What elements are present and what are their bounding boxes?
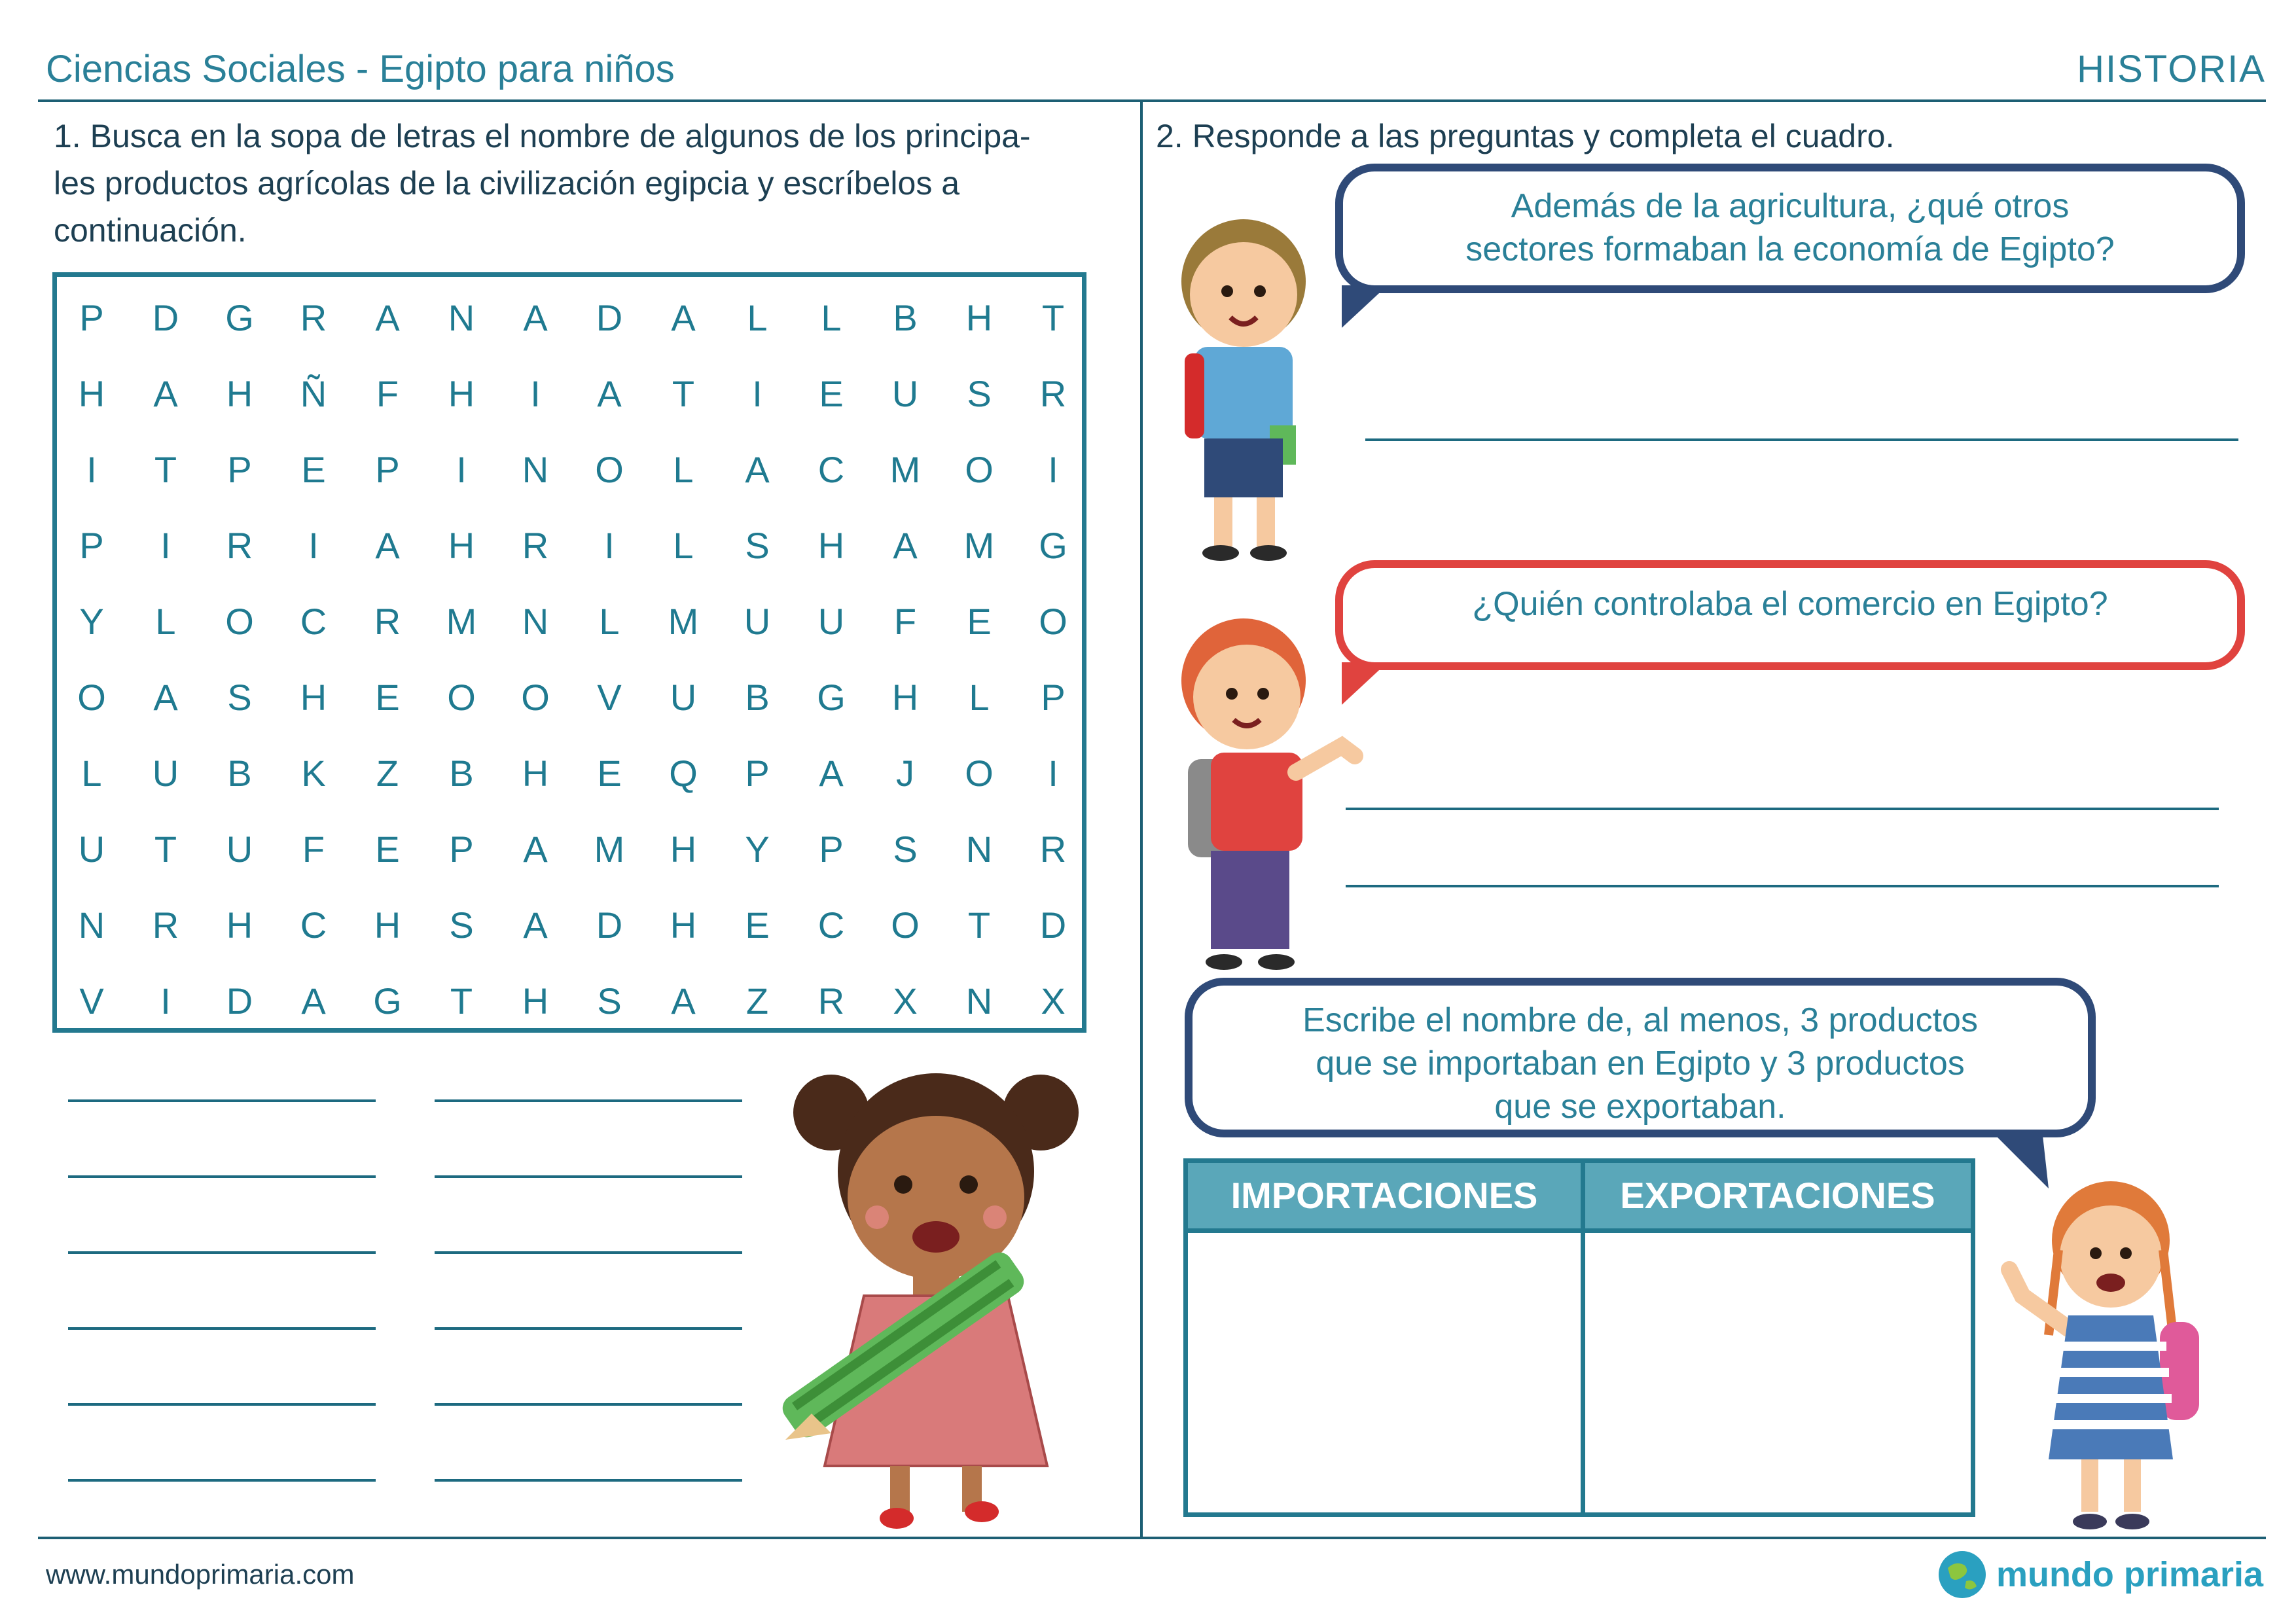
grid-letter[interactable]: H (522, 980, 549, 1022)
grid-row (57, 524, 1082, 600)
grid-letter[interactable]: A (375, 525, 400, 566)
answer-line[interactable] (68, 1479, 376, 1482)
grid-letter[interactable]: M (594, 829, 625, 870)
answer-line[interactable] (68, 1403, 376, 1406)
grid-letter[interactable]: O (891, 904, 920, 946)
grid-letter[interactable]: Q (669, 753, 698, 794)
grid-letter[interactable]: U (152, 753, 179, 794)
grid-letter[interactable]: F (893, 601, 917, 642)
grid-letter[interactable]: S (449, 904, 474, 946)
grid-letter[interactable]: I (1048, 753, 1058, 794)
grid-letter[interactable]: S (597, 980, 622, 1022)
grid-letter[interactable]: D (226, 980, 253, 1022)
grid-letter[interactable]: E (597, 753, 622, 794)
grid-letter[interactable]: Ñ (300, 373, 327, 414)
import-export-table (1183, 1158, 1975, 1517)
grid-letter[interactable]: H (226, 904, 253, 946)
grid-letter[interactable]: N (522, 601, 549, 642)
answer-line-commerce[interactable] (1346, 885, 2219, 887)
grid-letter[interactable]: O (965, 449, 994, 490)
grid-letter[interactable]: S (967, 373, 992, 414)
grid-letter[interactable]: U (891, 373, 919, 414)
grid-letter[interactable]: L (673, 449, 694, 490)
grid-letter[interactable]: R (152, 904, 179, 946)
grid-letter[interactable]: B (227, 753, 252, 794)
grid-letter[interactable]: H (891, 677, 919, 718)
grid-letter[interactable]: H (670, 829, 697, 870)
grid-letter[interactable]: F (376, 373, 399, 414)
grid-letter[interactable]: I (86, 449, 97, 490)
exercise-1-instruction (54, 113, 1127, 254)
grid-letter[interactable]: A (523, 904, 548, 946)
grid-letter[interactable]: M (446, 601, 477, 642)
imports-cell[interactable] (1188, 1233, 1581, 1512)
grid-letter[interactable]: R (1039, 829, 1067, 870)
grid-letter[interactable]: S (227, 677, 252, 718)
grid-letter[interactable]: G (1039, 525, 1067, 566)
grid-letter[interactable]: C (817, 449, 845, 490)
grid-letter[interactable]: I (1048, 449, 1058, 490)
grid-row (57, 372, 1082, 448)
grid-letter[interactable]: X (893, 980, 918, 1022)
header-divider (38, 99, 2266, 102)
grid-row (57, 296, 1082, 372)
grid-letter[interactable]: C (817, 904, 845, 946)
column-divider (1140, 102, 1143, 1539)
instruction-line: les productos agrícolas de la civilización egipcia y escríbelos a (54, 165, 960, 202)
grid-letter[interactable]: P (449, 829, 474, 870)
grid-letter[interactable]: N (78, 904, 105, 946)
page-title: Ciencias Sociales - Egipto para niños (46, 48, 675, 90)
grid-letter[interactable]: U (226, 829, 253, 870)
answer-lines (68, 1099, 742, 1492)
grid-row (57, 904, 1082, 980)
grid-letter[interactable]: I (530, 373, 541, 414)
grid-letter[interactable]: M (668, 601, 699, 642)
grid-letter[interactable]: H (300, 677, 327, 718)
question-line: sectores formaban la economía de Egipto? (1465, 230, 2115, 268)
grid-letter[interactable]: T (154, 829, 177, 870)
grid-letter[interactable]: H (965, 297, 993, 338)
answer-line[interactable] (68, 1099, 376, 1102)
grid-letter[interactable]: O (965, 753, 994, 794)
grid-letter[interactable]: O (447, 677, 476, 718)
grid-letter[interactable]: I (160, 525, 171, 566)
grid-letter[interactable]: Z (745, 980, 769, 1022)
grid-row (57, 828, 1082, 904)
grid-letter[interactable]: I (308, 525, 319, 566)
grid-letter[interactable]: A (671, 980, 696, 1022)
grid-letter[interactable]: C (300, 904, 327, 946)
grid-letter[interactable]: N (965, 980, 993, 1022)
grid-letter[interactable]: M (889, 449, 921, 490)
grid-letter[interactable]: T (450, 980, 473, 1022)
grid-letter[interactable]: T (1041, 297, 1065, 338)
grid-letter[interactable]: P (1041, 677, 1066, 718)
answer-line[interactable] (435, 1099, 742, 1102)
instruction-line: 1. Busca en la sopa de letras el nombre de algunos de los principa- (54, 118, 1031, 154)
footer-url[interactable]: www.mundoprimaria.com (46, 1559, 355, 1590)
grid-letter[interactable]: E (375, 829, 400, 870)
footer-divider (38, 1537, 2266, 1539)
grid-letter[interactable]: E (301, 449, 326, 490)
grid-letter[interactable]: H (226, 373, 253, 414)
grid-letter[interactable]: E (375, 677, 400, 718)
grid-letter[interactable]: P (227, 449, 252, 490)
question-line: que se exportaban. (1494, 1088, 1786, 1126)
grid-letter[interactable]: V (79, 980, 104, 1022)
question-bubble-trade (1185, 978, 2096, 1137)
grid-letter[interactable]: R (1039, 373, 1067, 414)
answer-line[interactable] (435, 1175, 742, 1178)
girl-waving-illustration (1996, 1171, 2212, 1538)
grid-letter[interactable]: U (670, 677, 697, 718)
grid-row (57, 980, 1082, 1056)
bubble-tail (1342, 285, 1401, 331)
grid-letter[interactable]: P (375, 449, 400, 490)
grid-letter[interactable]: D (1039, 904, 1067, 946)
subject-label: HISTORIA (2077, 48, 2266, 90)
grid-letter[interactable]: G (225, 297, 254, 338)
grid-letter[interactable]: L (81, 753, 102, 794)
grid-letter[interactable]: O (1039, 601, 1067, 642)
grid-letter[interactable]: V (597, 677, 622, 718)
grid-letter[interactable]: A (523, 297, 548, 338)
grid-letter[interactable]: H (817, 525, 845, 566)
grid-letter[interactable]: G (817, 677, 846, 718)
grid-letter[interactable]: R (300, 297, 327, 338)
exercise-2-instruction: 2. Responde a las preguntas y completa el cuadro. (1156, 118, 1895, 154)
answer-line[interactable] (68, 1327, 376, 1330)
grid-letter[interactable]: O (77, 677, 106, 718)
grid-letter[interactable]: Y (745, 829, 770, 870)
grid-letter[interactable]: Z (376, 753, 399, 794)
grid-letter[interactable]: T (967, 904, 991, 946)
grid-letter[interactable]: B (893, 297, 918, 338)
grid-letter[interactable]: H (374, 904, 401, 946)
grid-letter[interactable]: A (745, 449, 770, 490)
grid-letter[interactable]: U (817, 601, 845, 642)
exports-header: EXPORTACIONES (1585, 1163, 1971, 1228)
question-line: Además de la agricultura, ¿qué otros (1511, 187, 2070, 225)
answer-line[interactable] (68, 1251, 376, 1254)
grid-letter[interactable]: I (752, 373, 762, 414)
grid-letter[interactable]: U (78, 829, 105, 870)
instruction-line: continuación. (54, 212, 247, 249)
grid-letter[interactable]: D (152, 297, 179, 338)
grid-letter[interactable]: A (375, 297, 400, 338)
grid-row (57, 600, 1082, 676)
answer-line[interactable] (68, 1175, 376, 1178)
table-header-separator (1188, 1228, 1971, 1233)
grid-letter[interactable]: H (448, 373, 475, 414)
grid-letter[interactable]: A (819, 753, 844, 794)
grid-letter[interactable]: E (819, 373, 844, 414)
question-bubble-commerce (1335, 560, 2245, 670)
grid-row (57, 752, 1082, 828)
grid-letter[interactable]: D (596, 297, 623, 338)
brand-name: mundo primaria (1996, 1555, 2263, 1594)
grid-letter[interactable]: L (155, 601, 176, 642)
grid-letter[interactable]: M (963, 525, 995, 566)
grid-letter[interactable]: I (456, 449, 467, 490)
grid-letter[interactable]: R (817, 980, 845, 1022)
grid-letter[interactable]: H (670, 904, 697, 946)
grid-letter[interactable]: J (896, 753, 914, 794)
question-line: Escribe el nombre de, al menos, 3 productos (1302, 1001, 1978, 1039)
grid-letter[interactable]: U (744, 601, 771, 642)
grid-letter[interactable]: H (78, 373, 105, 414)
grid-letter[interactable]: A (671, 297, 696, 338)
grid-letter[interactable]: A (523, 829, 548, 870)
answer-line[interactable] (435, 1327, 742, 1330)
grid-letter[interactable]: C (300, 601, 327, 642)
grid-letter[interactable]: O (521, 677, 550, 718)
grid-letter[interactable]: H (522, 753, 549, 794)
imports-header: IMPORTACIONES (1188, 1163, 1581, 1228)
grid-letter[interactable]: I (604, 525, 615, 566)
grid-letter[interactable]: R (374, 601, 401, 642)
grid-letter[interactable]: N (522, 449, 549, 490)
answer-line-commerce[interactable] (1346, 808, 2219, 810)
grid-letter[interactable]: O (595, 449, 624, 490)
grid-letter[interactable]: E (745, 904, 770, 946)
grid-letter[interactable]: P (819, 829, 844, 870)
grid-letter[interactable]: A (153, 373, 178, 414)
answer-line[interactable] (435, 1403, 742, 1406)
grid-letter[interactable]: L (599, 601, 620, 642)
grid-letter[interactable]: A (893, 525, 918, 566)
word-search-grid (52, 272, 1086, 1033)
grid-letter[interactable]: A (153, 677, 178, 718)
grid-letter[interactable]: N (448, 297, 475, 338)
grid-letter[interactable]: S (745, 525, 770, 566)
grid-letter[interactable]: R (522, 525, 549, 566)
table-column-separator (1581, 1163, 1585, 1512)
grid-letter[interactable]: L (673, 525, 694, 566)
grid-letter[interactable]: P (79, 525, 104, 566)
grid-letter[interactable]: K (301, 753, 326, 794)
girl-with-pencil-illustration (772, 1047, 1100, 1531)
grid-letter[interactable]: T (672, 373, 695, 414)
grid-letter[interactable]: G (373, 980, 402, 1022)
boy-waving-illustration (1172, 609, 1368, 975)
grid-letter[interactable]: P (745, 753, 770, 794)
grid-letter[interactable]: R (226, 525, 253, 566)
grid-letter[interactable]: L (821, 297, 842, 338)
grid-letter[interactable]: A (301, 980, 326, 1022)
grid-letter[interactable]: L (747, 297, 768, 338)
grid-letter[interactable]: S (893, 829, 918, 870)
question-line: que se importaban en Egipto y 3 productos (1316, 1044, 1965, 1082)
globe-icon (1936, 1548, 1988, 1601)
question-bubble-economy (1335, 164, 2245, 293)
answer-line[interactable] (435, 1479, 742, 1482)
grid-letter[interactable]: P (79, 297, 104, 338)
grid-letter[interactable]: O (225, 601, 254, 642)
grid-letter[interactable]: X (1041, 980, 1066, 1022)
grid-letter[interactable]: A (597, 373, 622, 414)
grid-letter[interactable]: E (967, 601, 992, 642)
grid-letter[interactable]: B (449, 753, 474, 794)
brand-logo (1936, 1548, 2263, 1601)
grid-letter[interactable]: Y (79, 601, 104, 642)
boy-with-book-illustration (1158, 209, 1329, 563)
exports-cell[interactable] (1585, 1233, 1971, 1512)
answer-line-economy[interactable] (1365, 438, 2238, 441)
grid-letter[interactable]: F (302, 829, 325, 870)
grid-letter[interactable]: T (154, 449, 177, 490)
grid-row (57, 448, 1082, 524)
question-line: ¿Quién controlaba el comercio en Egipto? (1472, 585, 2108, 623)
grid-letter[interactable]: H (448, 525, 475, 566)
grid-letter[interactable]: N (965, 829, 993, 870)
grid-letter[interactable]: L (969, 677, 990, 718)
grid-letter[interactable]: D (596, 904, 623, 946)
grid-row (57, 676, 1082, 752)
answer-line[interactable] (435, 1251, 742, 1254)
grid-letter[interactable]: I (160, 980, 171, 1022)
grid-letter[interactable]: B (745, 677, 770, 718)
